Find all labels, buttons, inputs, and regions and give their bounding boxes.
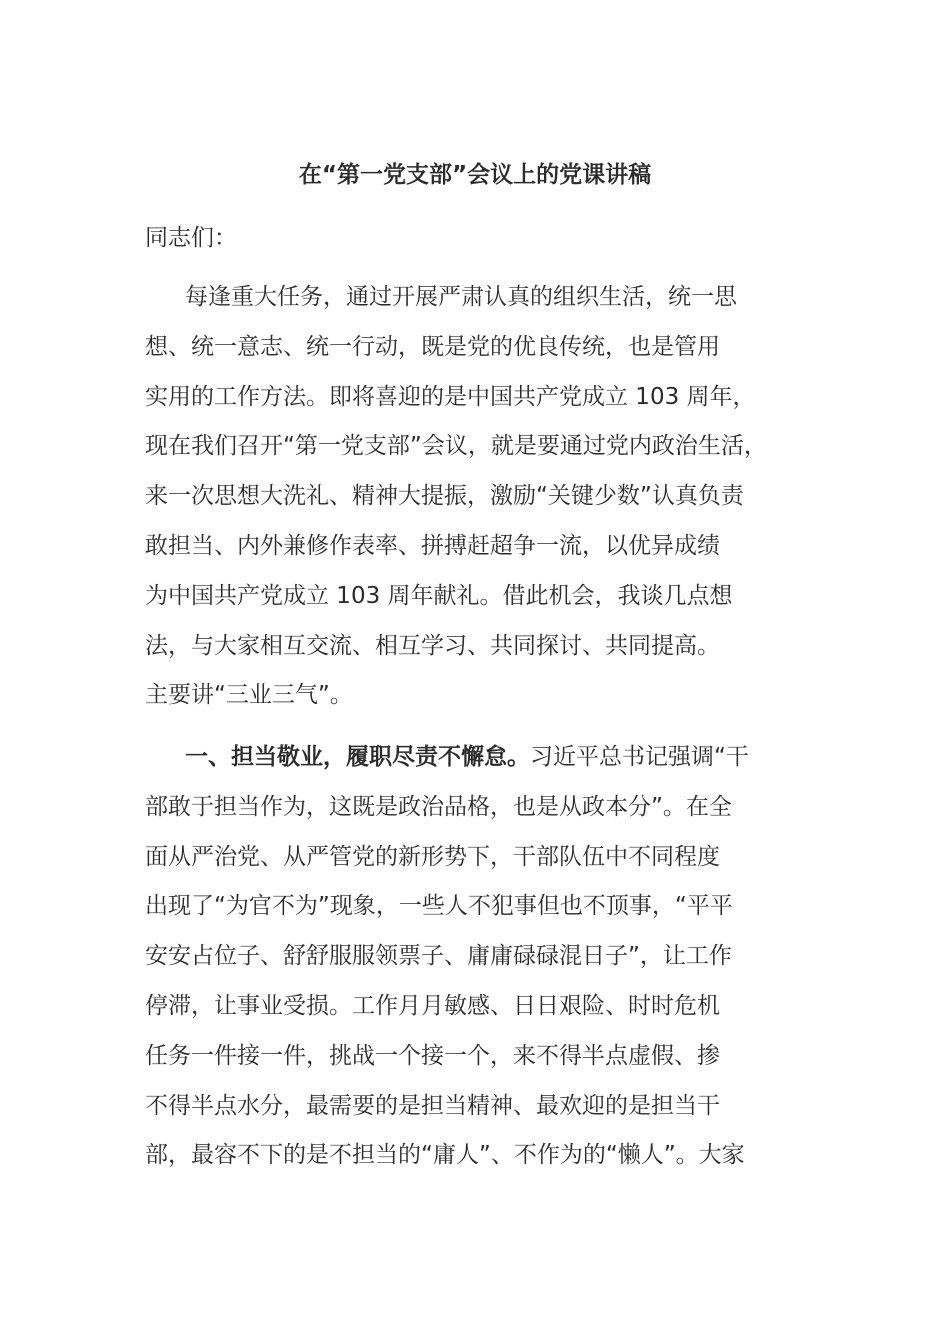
paragraph-line: 部，最容不下的是不担当的“庸人”、不作为的“懒人”。大家 (145, 1142, 745, 1169)
document-title: 在“第一党支部”会议上的党课讲稿 (298, 162, 652, 188)
paragraph-line: 想、统一意志、统一行动，既是党的优良传统，也是管用 (145, 333, 720, 360)
paragraph-line (145, 733, 835, 783)
paragraph-line: 面从严治党、从严管党的新形势下，干部队伍中不同程度 (145, 843, 720, 870)
paragraph-line: 不得半点水分，最需要的是担当精神、最欢迎的是担当干 (145, 1092, 720, 1119)
paragraph-line: 实用的工作方法。即将喜迎的是中国共产党成立 103 周年， (145, 383, 756, 410)
section-first-line-text: 习近平总书记强调“干 (530, 744, 749, 770)
paragraph-line: 每逢重大任务，通过开展严肃认真的组织生活，统一思 (185, 284, 737, 310)
salutation: 同志们： (145, 225, 237, 251)
paragraph-line: 为中国共产党成立 103 周年献礼。借此机会，我谈几点想 (145, 582, 733, 609)
paragraph-line: 任务一件接一件，挑战一个接一个，来不得半点虚假、掺 (145, 1042, 720, 1069)
paragraph-line: 敢担当、内外兼修作表率、拼搏赶超争一流，以优异成绩 (145, 532, 720, 559)
paragraph-line: 法，与大家相互交流、相互学习、共同探讨、共同提高。 (145, 632, 720, 659)
paragraph-section-one (145, 733, 835, 1181)
paragraph-line: 主要讲“三业三气”。 (145, 682, 353, 709)
paragraph-line: 出现了“为官不为”现象，一些人不犯事但也不顶事，“平平 (145, 893, 733, 920)
section-heading: 一、担当敬业，履职尽责不懈怠。 (185, 744, 530, 770)
paragraph-line: 安安占位子、舒舒服服领票子、庸庸碌碌混日子”，让工作 (145, 943, 732, 970)
paragraph-line: 部敢于担当作为，这既是政治品格，也是从政本分”。在全 (145, 793, 732, 820)
paragraph-line: 停滞，让事业受损。工作月月敏感、日日艰险、时时危机 (145, 992, 720, 1019)
paragraph-line: 来一次思想大洗礼、精神大提振，激励“关键少数”认真负责 (145, 483, 744, 510)
paragraph-intro (145, 273, 835, 721)
paragraph-line: 现在我们召开“第一党支部”会议，就是要通过党内政治生活， (145, 433, 767, 460)
